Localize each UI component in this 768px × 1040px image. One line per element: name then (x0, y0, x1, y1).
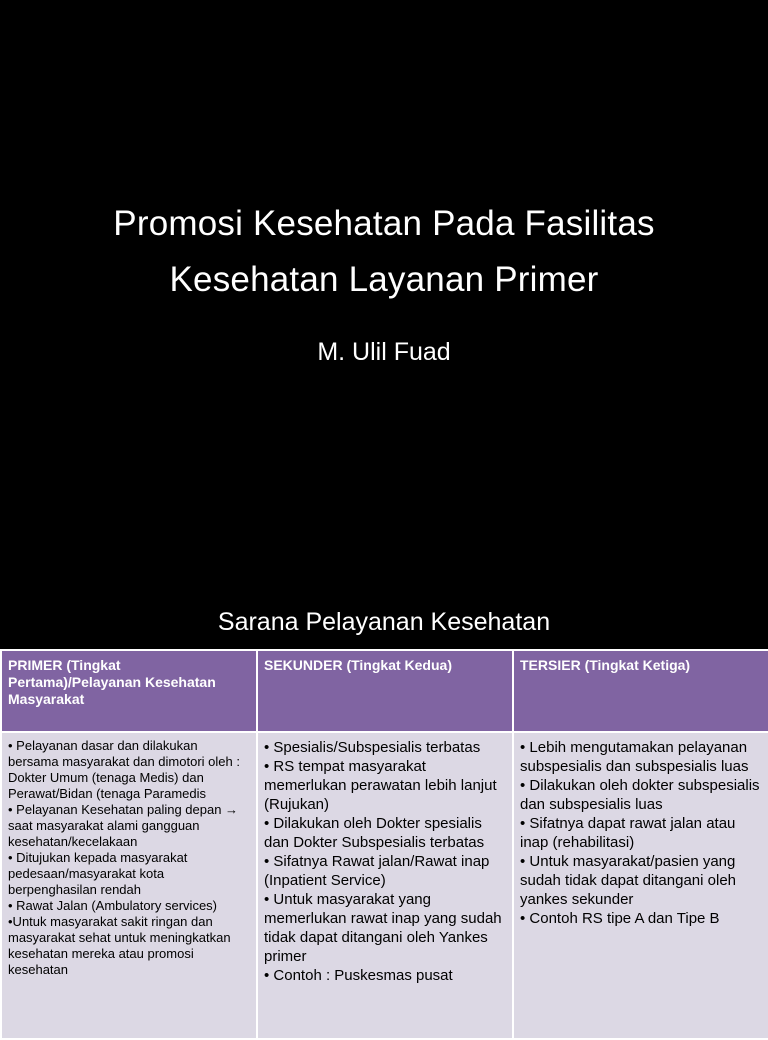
list-item: • Lebih mengutamakan pelayanan subspesialis dan subspesialis luas (520, 739, 749, 775)
content-slide (0, 590, 768, 1024)
cell-primer (1, 732, 257, 1039)
table-header-row (1, 650, 768, 732)
list-item: • Ditujukan kepada masyarakat pedesaan/masyarakat kota berpenghasilan rendah (8, 850, 188, 897)
list-item: • Sifatnya Rawat jalan/Rawat inap (Inpatient Service) (264, 853, 490, 889)
slide-title-line-1: Promosi Kesehatan Pada Fasilitas (113, 204, 655, 243)
list-item: • Contoh : Puskesmas pusat (264, 967, 453, 984)
facilities-table (0, 649, 768, 1040)
list-item: • RS tempat masyarakat memerlukan perawatan lebih lanjut (Rujukan) (264, 758, 497, 813)
list-item: • Untuk masyarakat yang memerlukan rawat inap yang sudah tidak dapat ditangani oleh Yankes primer (264, 891, 502, 965)
slide-title-line-2: Kesehatan Layanan Primer (169, 260, 599, 299)
list-item: • Contoh RS tipe A dan Tipe B (520, 910, 720, 927)
cell-tersier (513, 732, 768, 1039)
header-sekunder: SEKUNDER (Tingkat Kedua) (257, 650, 513, 732)
list-item: • Dilakukan oleh dokter subspesialis dan subspesialis luas (520, 777, 760, 813)
list-item: •Untuk masyarakat sakit ringan dan masyarakat sehat untuk meningkatkan kesehatan mereka atau promosi kesehatan (8, 914, 231, 977)
header-tersier: TERSIER (Tingkat Ketiga) (513, 650, 768, 732)
table-body-row (1, 732, 768, 1039)
list-item: • Spesialis/Subspesialis terbatas (264, 739, 481, 756)
content-slide-title: Sarana Pelayanan Kesehatan (217, 608, 551, 636)
list-item: • Pelayanan Kesehatan paling depan → saat masyarakat alami gangguan kesehatan/kecelakaan (8, 802, 239, 849)
list-item: • Pelayanan dasar dan dilakukan bersama masyarakat dan dimotori oleh : Dokter Umum (tenaga Medis) dan Perawat/Bidan (tenaga Paramedis (8, 738, 240, 801)
list-item: • Rawat Jalan (Ambulatory services) (8, 898, 218, 913)
list-item: • Sifatnya dapat rawat jalan atau inap (rehabilitasi) (520, 815, 736, 851)
list-item: • Untuk masyarakat/pasien yang sudah tidak dapat ditangani oleh yankes sekunder (520, 853, 737, 908)
slide-author: M. Ulil Fuad (317, 338, 451, 366)
slide-title (40, 196, 728, 308)
cell-sekunder (257, 732, 513, 1039)
list-item: • Dilakukan oleh Dokter spesialis dan Dokter Subspesialis terbatas (264, 815, 485, 851)
header-primer: PRIMER (Tingkat Pertama)/Pelayanan Kesehatan Masyarakat (1, 650, 257, 732)
